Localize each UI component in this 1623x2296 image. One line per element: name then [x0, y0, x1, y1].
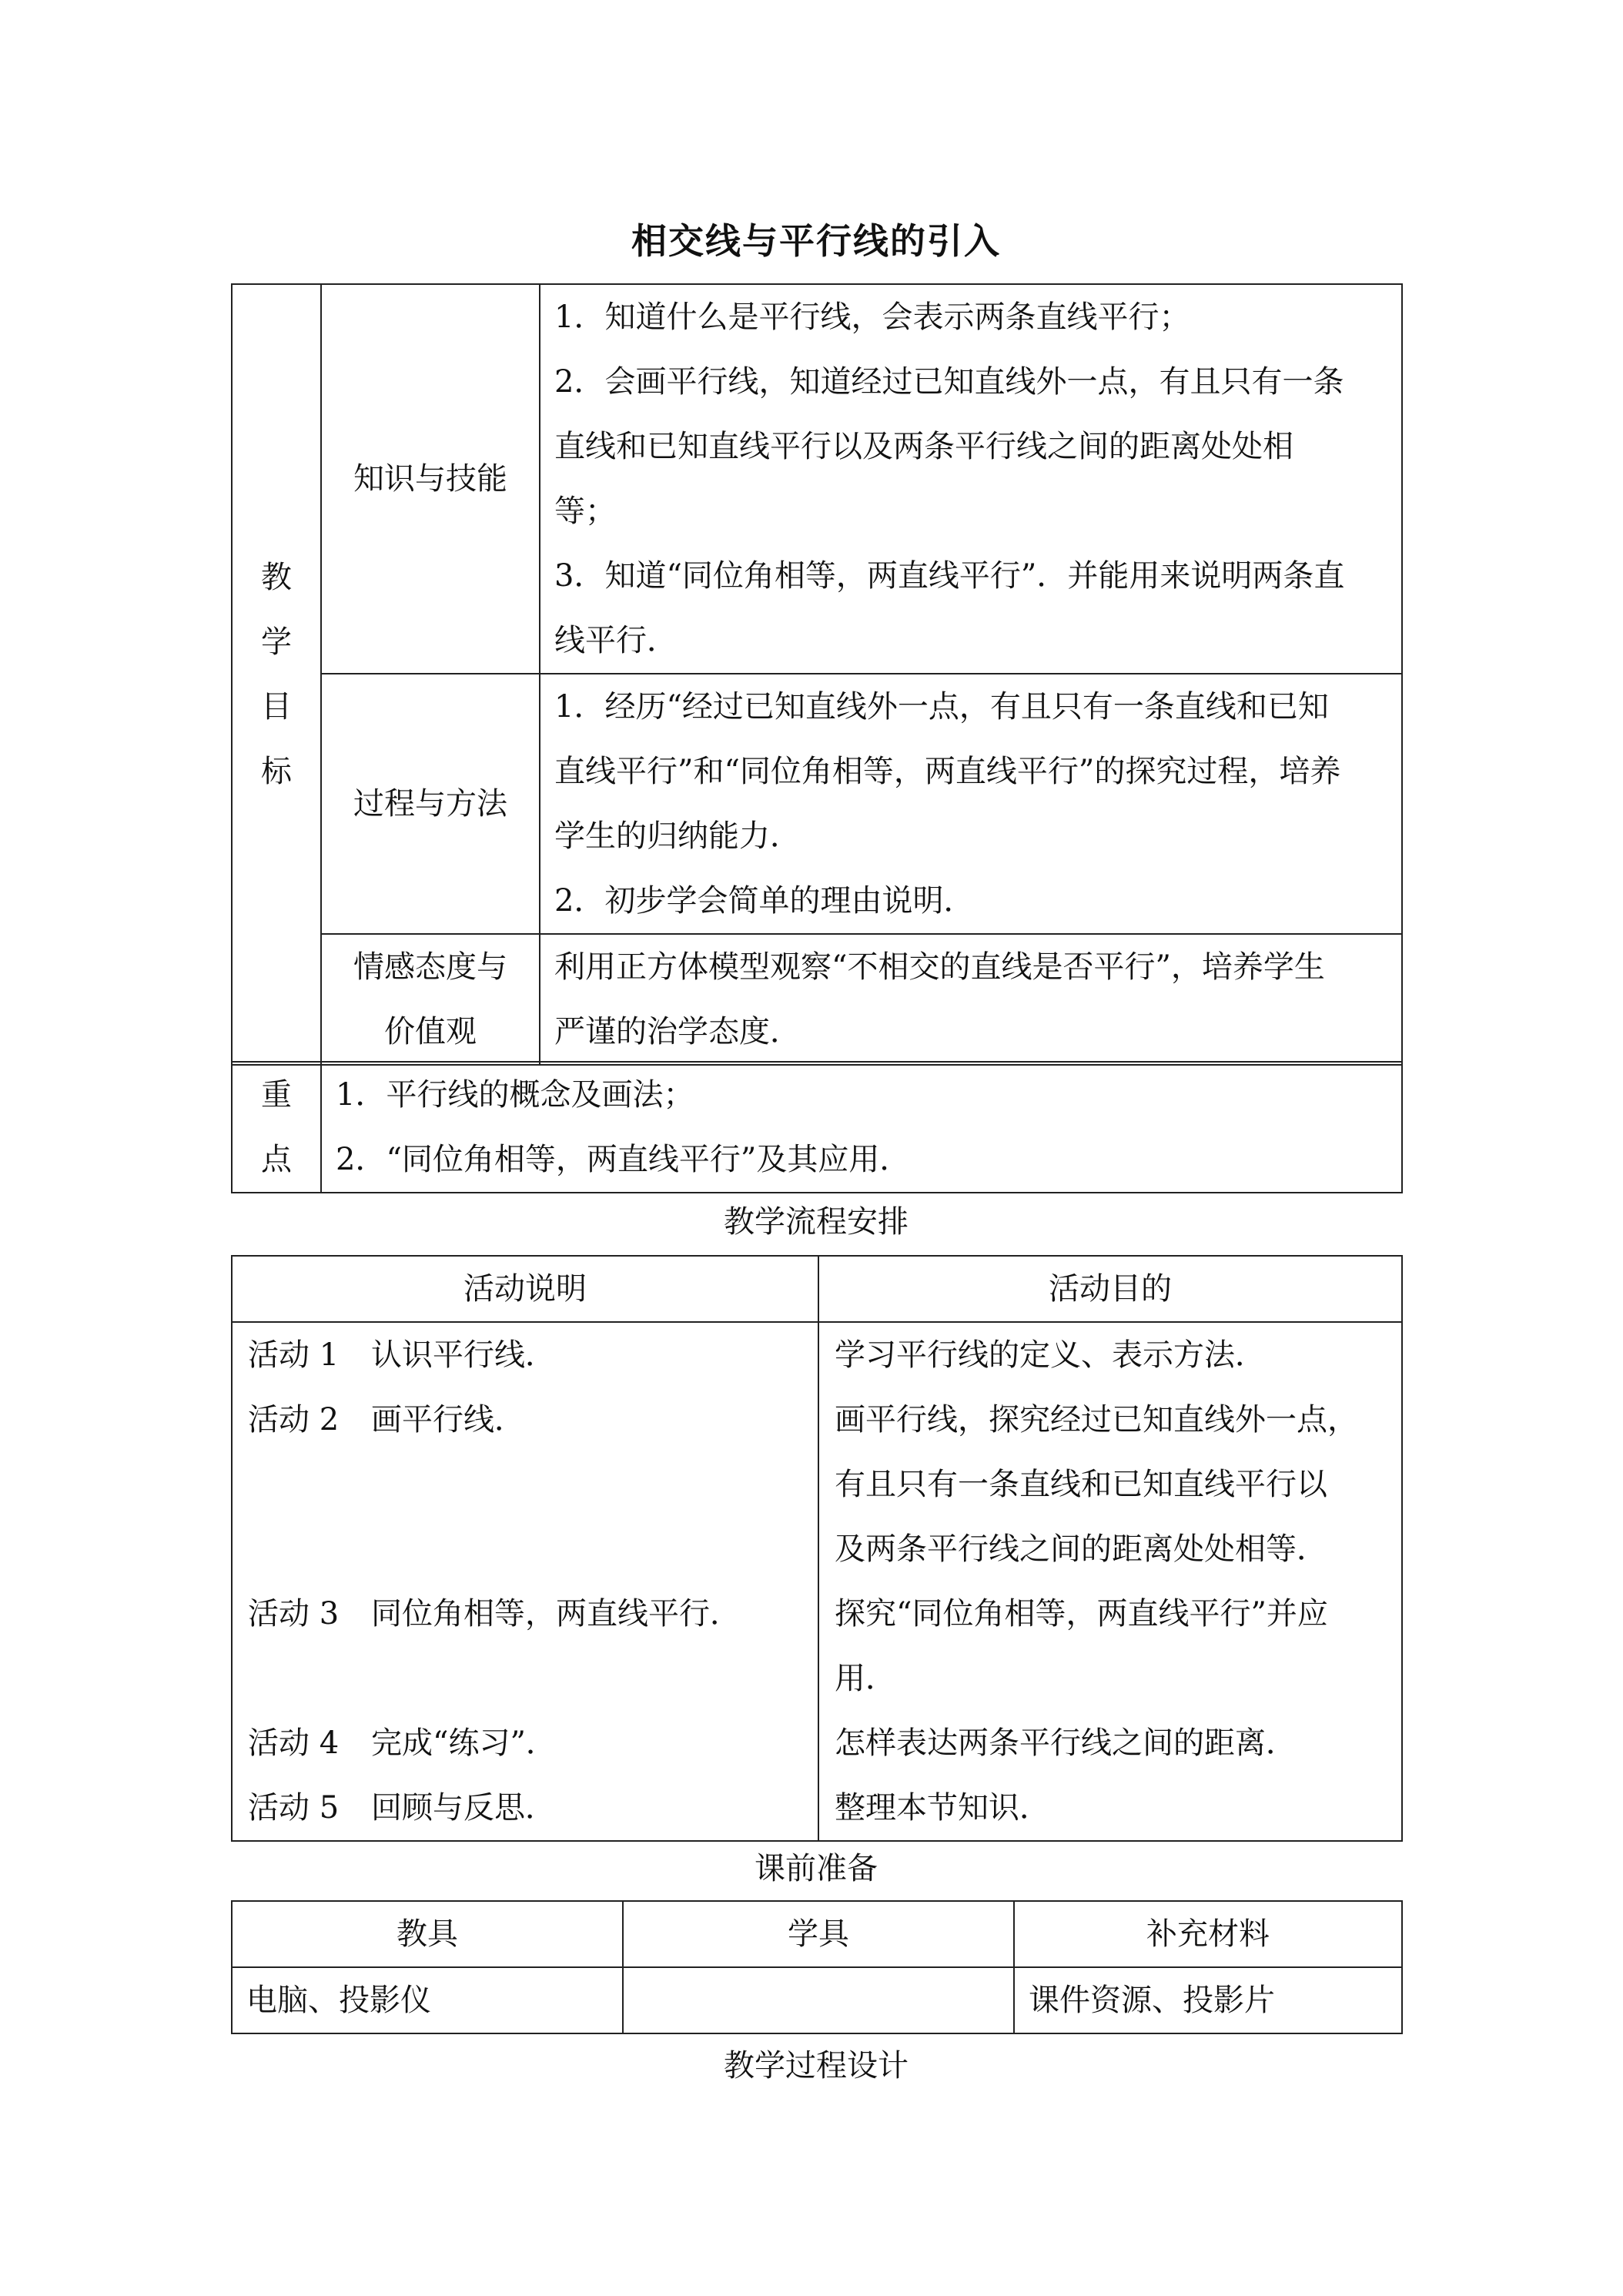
content-line: 直线和已知直线平行以及两条平行线之间的距离处处相: [554, 429, 1293, 464]
content-line: 1．平行线的概念及画法；: [336, 1077, 694, 1113]
group-label-char: 教: [261, 560, 292, 595]
content-line: 直线平行”和“同位角相等，两直线平行”的探究过程，培养: [554, 754, 1341, 789]
content-line: 1．知道什么是平行线，会表示两条直线平行；: [554, 300, 1190, 335]
keypoints-table: [231, 1061, 1403, 1193]
purpose-line: 探究“同位角相等，两直线平行”并应: [835, 1596, 1328, 1632]
activity-desc: 完成“练习”．: [371, 1725, 557, 1761]
group-label-char: 学: [261, 624, 292, 660]
content-line: 等；: [554, 494, 616, 529]
prep-header-student: 学具: [623, 1901, 1014, 1967]
attitude-label: [321, 934, 540, 1065]
purpose-line: 有且只有一条直线和已知直线平行以: [835, 1467, 1327, 1502]
keypoints-label: [232, 1062, 321, 1193]
prep-header-teacher: 教具: [232, 1901, 623, 1967]
prep-header-extra: 补充材料: [1014, 1901, 1402, 1967]
keypoints-content: [321, 1062, 1402, 1193]
table-row: [232, 674, 1402, 934]
activity-desc: 回顾与反思．: [371, 1790, 556, 1826]
attitude-label-line: 价值观: [384, 1014, 477, 1049]
purpose-line: 及两条平行线之间的距离处处相等．: [835, 1531, 1327, 1567]
table-row: [232, 1322, 1402, 1841]
activity-number: 活动 4: [248, 1725, 340, 1761]
process-label: 过程与方法: [321, 674, 540, 934]
attitude-label-line: 情感态度与: [353, 949, 507, 985]
keypoints-label-char: 点: [261, 1142, 292, 1177]
prep-cell-extra: 课件资源、投影片: [1014, 1967, 1402, 2033]
group-label-char: 标: [261, 754, 292, 789]
flow-activities: [232, 1322, 818, 1841]
content-line: 线平行．: [554, 623, 678, 658]
activity-item: [248, 1387, 804, 1452]
content-line: 2．“同位角相等，两直线平行”及其应用．: [336, 1142, 911, 1177]
flow-header-purpose: 活动目的: [818, 1256, 1402, 1322]
flow-header-desc: 活动说明: [232, 1256, 818, 1322]
prep-table: [231, 1900, 1403, 2034]
prep-cell-student: [623, 1967, 1014, 2033]
keypoints-label-char: 重: [261, 1077, 292, 1113]
activity-desc: 画平行线．: [371, 1402, 525, 1438]
content-line: 利用正方体模型观察“不相交的直线是否平行”，培养学生: [554, 949, 1325, 985]
flow-table: [231, 1255, 1403, 1842]
purpose-line: 画平行线，探究经过已知直线外一点，: [835, 1402, 1358, 1438]
activity-spacer: [248, 1452, 804, 1581]
design-section-title: 教学过程设计: [724, 2048, 909, 2083]
activity-item: [248, 1323, 804, 1387]
table-row: [232, 1967, 1402, 2033]
purpose-line: 整理本节知识．: [835, 1790, 1050, 1826]
purpose-line: 用．: [835, 1661, 896, 1696]
prep-cell-teacher: 电脑、投影仪: [232, 1967, 623, 2033]
content-line: 2．初步学会简单的理由说明．: [554, 883, 975, 919]
knowledge-label: 知识与技能: [321, 284, 540, 674]
table-row: [232, 1901, 1402, 1967]
group-label-char: 目: [261, 689, 292, 725]
flow-section-title: 教学流程安排: [724, 1204, 909, 1240]
activity-number: 活动 3: [248, 1596, 340, 1632]
knowledge-content: [540, 284, 1402, 674]
activity-desc: 认识平行线．: [371, 1337, 556, 1373]
process-content: [540, 674, 1402, 934]
content-line: 3．知道“同位角相等，两直线平行”．并能用来说明两条直: [554, 558, 1345, 594]
flow-purposes: [818, 1322, 1402, 1841]
activity-spacer: [248, 1646, 804, 1711]
activity-number: 活动 5: [248, 1790, 340, 1826]
table-row: [232, 1256, 1402, 1322]
activity-item: [248, 1711, 804, 1776]
attitude-content: [540, 934, 1402, 1065]
objectives-table: [231, 283, 1403, 1066]
objectives-group-label: [232, 284, 321, 1065]
content-line: 2．会画平行线，知道经过已知直线外一点，有且只有一条: [554, 364, 1344, 400]
content-line: 学生的归纳能力．: [554, 818, 801, 854]
activity-item: [248, 1581, 804, 1646]
purpose-line: 怎样表达两条平行线之间的距离．: [835, 1725, 1297, 1761]
content-line: 严谨的治学态度．: [554, 1014, 801, 1049]
purpose-line: 学习平行线的定义、表示方法．: [835, 1337, 1266, 1373]
activity-desc: 同位角相等，两直线平行．: [371, 1596, 741, 1632]
activity-item: [248, 1776, 804, 1840]
table-row: [232, 284, 1402, 674]
activity-number: 活动 2: [248, 1402, 340, 1438]
prep-section-title: 课前准备: [755, 1851, 878, 1886]
table-row: [232, 934, 1402, 1065]
table-row: [232, 1062, 1402, 1193]
activity-number: 活动 1: [248, 1337, 340, 1373]
page-title: 相交线与平行线的引入: [631, 220, 1001, 262]
content-line: 1．经历“经过已知直线外一点，有且只有一条直线和已知: [554, 689, 1329, 725]
